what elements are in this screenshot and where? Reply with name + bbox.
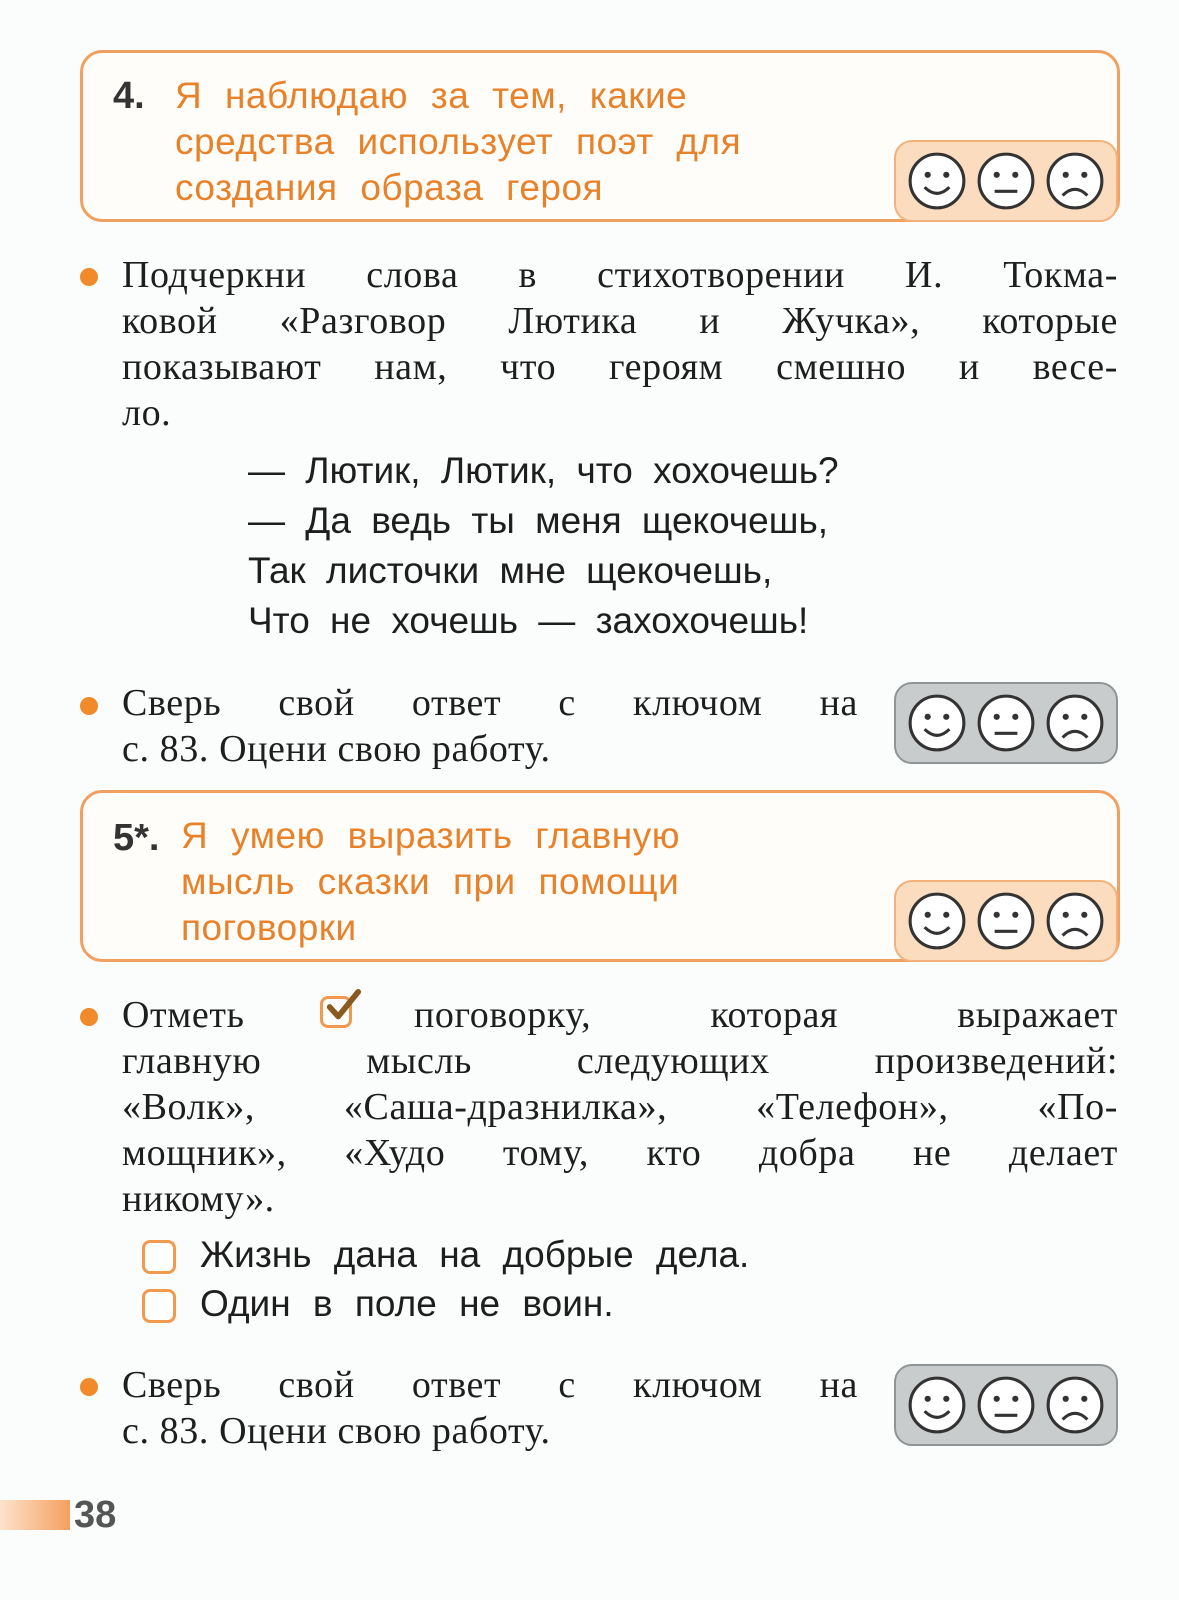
- task-4-number: 4.: [113, 75, 145, 117]
- poem: [248, 446, 839, 646]
- task-5-number: 5*.: [113, 817, 160, 859]
- task-4-line: средства использует поэт для: [175, 121, 742, 162]
- exercise-2-line: главную мысль следующих произведений:: [122, 1040, 1118, 1082]
- check-1-line: с. 83. Оцени свою работу.: [122, 728, 551, 770]
- exercise-1-text: [122, 252, 1118, 436]
- smile-face-icon[interactable]: [906, 890, 968, 952]
- sad-face-icon[interactable]: [1044, 692, 1106, 754]
- task-4-text: [175, 73, 741, 211]
- check-2-line: с. 83. Оцени свою работу.: [122, 1410, 551, 1452]
- self-assessment-faces-task-5[interactable]: [894, 880, 1118, 962]
- exercise-2-line: поговорку, которая выражает: [414, 994, 1118, 1036]
- bullet-check-2: [80, 1378, 98, 1396]
- task-4-line: Я наблюдаю за тем, какие: [175, 75, 688, 116]
- bullet-exercise-1: [80, 268, 98, 286]
- poem-line: — Да ведь ты меня щекочешь,: [248, 500, 828, 541]
- self-assessment-faces-task-4[interactable]: [894, 140, 1118, 222]
- sad-face-icon[interactable]: [1044, 150, 1106, 212]
- check-2-line: Сверь свой ответ с ключом на: [122, 1364, 858, 1406]
- sad-face-icon[interactable]: [1044, 1374, 1106, 1436]
- option-2-checkbox[interactable]: [142, 1289, 176, 1323]
- poem-line: Что не хочешь — захохочешь!: [248, 600, 809, 641]
- poem-line: Так листочки мне щекочешь,: [248, 550, 773, 591]
- page-number-bar: [0, 1500, 70, 1530]
- sad-face-icon[interactable]: [1044, 890, 1106, 952]
- bullet-exercise-2: [80, 1008, 98, 1026]
- page-number: 38: [74, 1494, 117, 1536]
- exercise-2-line: «Волк», «Саша-дразнилка», «Телефон», «По-: [122, 1086, 1118, 1128]
- smile-face-icon[interactable]: [906, 692, 968, 754]
- check-1-text: [122, 680, 858, 772]
- check-2-text: [122, 1362, 858, 1454]
- smile-face-icon[interactable]: [906, 1374, 968, 1436]
- exercise-2-line: никому».: [122, 1178, 275, 1220]
- exercise-2-first-line-rest: [414, 992, 1118, 1038]
- task-5-text: [181, 813, 680, 951]
- option-1-label: Жизнь дана на добрые дела.: [200, 1234, 750, 1275]
- neutral-face-icon[interactable]: [975, 150, 1037, 212]
- task-5-line: поговорки: [181, 907, 357, 948]
- neutral-face-icon[interactable]: [975, 1374, 1037, 1436]
- neutral-face-icon[interactable]: [975, 692, 1037, 754]
- checkmark-icon: [324, 988, 362, 1026]
- smile-face-icon[interactable]: [906, 150, 968, 212]
- exercise-2-line: мощник», «Худо тому, кто добра не делает: [122, 1132, 1118, 1174]
- self-assessment-faces-check-2[interactable]: [894, 1364, 1118, 1446]
- task-5-line: мысль сказки при помощи: [181, 861, 680, 902]
- neutral-face-icon[interactable]: [975, 890, 1037, 952]
- exercise-2-first-word: Отметь: [122, 994, 245, 1036]
- example-checkbox-checked: [320, 994, 356, 1028]
- self-assessment-faces-check-1[interactable]: [894, 682, 1118, 764]
- option-2-label: Один в поле не воин.: [200, 1283, 614, 1324]
- check-1-line: Сверь свой ответ с ключом на: [122, 682, 858, 724]
- exercise-2-text: [122, 1038, 1118, 1222]
- poem-line: — Лютик, Лютик, что хохочешь?: [248, 450, 839, 491]
- task-4-line: создания образа героя: [175, 167, 604, 208]
- task-5-line: Я умею выразить главную: [181, 815, 680, 856]
- exercise-1-line: Подчеркни слова в стихотворении И. Токма-: [122, 254, 1118, 296]
- bullet-check-1: [80, 697, 98, 715]
- exercise-1-line: ковой «Разговор Лютика и Жучка», которые: [122, 300, 1118, 342]
- option-1-checkbox[interactable]: [142, 1240, 176, 1274]
- exercise-1-line: ло.: [122, 392, 172, 434]
- exercise-1-line: показывают нам, что героям смешно и весе-: [122, 346, 1118, 388]
